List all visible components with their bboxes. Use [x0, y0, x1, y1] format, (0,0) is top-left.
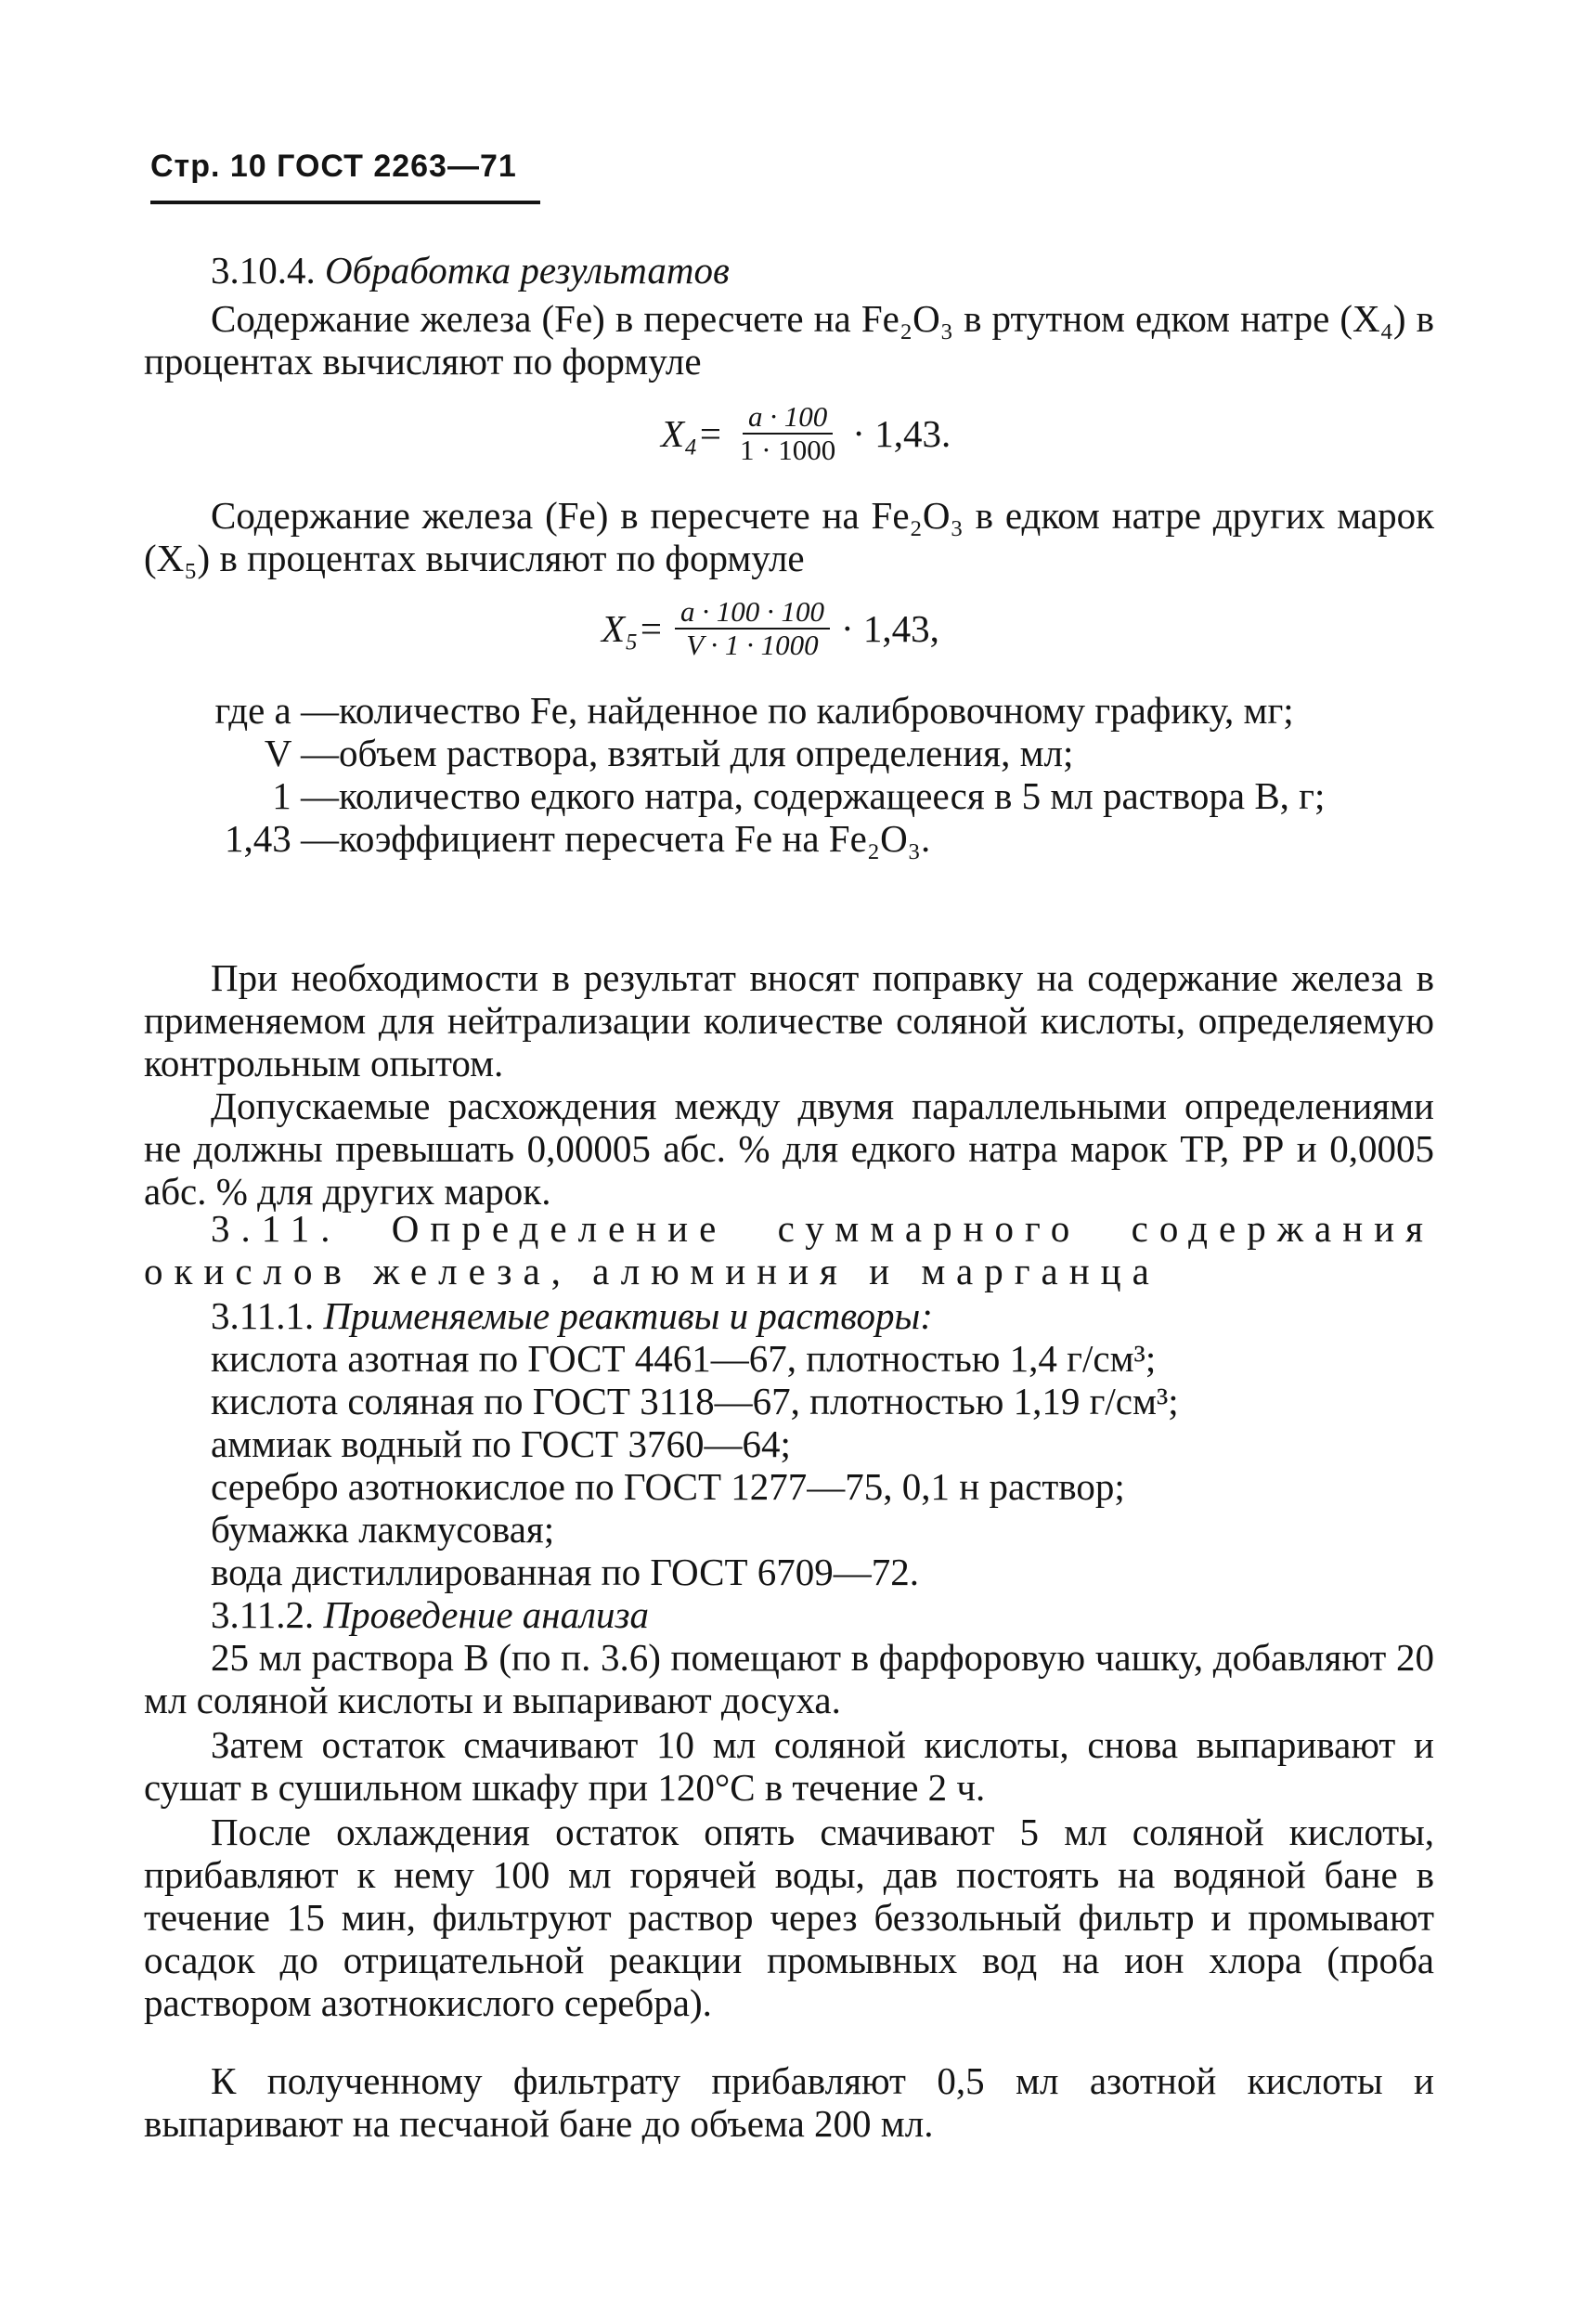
- definition-term: где a —: [214, 689, 339, 732]
- paragraph-procedure-1: 25 мл раствора B (по п. 3.6) помещают в фарфоровую чашку, добавляют 20 мл соляной кислоты и выпаривают досуха.: [144, 1636, 1434, 1721]
- formula-x4: [661, 401, 951, 466]
- reagent-item: аммиак водный по ГОСТ 3760—64;: [211, 1422, 791, 1465]
- definition-item: [144, 732, 1434, 774]
- paragraph-correction: При необходимости в результат вносят поправку на содержание железа в применяемом для нейтрализации количестве соляной кислоты, определяемую контрольным опытом.: [144, 956, 1434, 1084]
- reagent-item: кислота соляная по ГОСТ 3118—67, плотностью 1,19 г/см³;: [211, 1380, 1179, 1422]
- formula-numerator: a · 100 · 100: [675, 596, 830, 630]
- formula-tail: · 1,43.: [852, 411, 951, 455]
- formula-lhs: X₄=: [661, 411, 723, 455]
- definition-text: объем раствора, взятый для определения, мл;: [339, 732, 1074, 774]
- formula-fraction: [675, 596, 830, 661]
- formula-x5: [602, 596, 939, 661]
- heading-title: Обработка результатов: [325, 249, 730, 292]
- heading-number: 3.11.2.: [211, 1593, 315, 1636]
- reagent-list: [144, 1337, 1434, 1593]
- definition-term: 1,43 —: [225, 817, 339, 860]
- definition-text: количество Fe, найденное по калибровочному графику, мг;: [339, 689, 1294, 732]
- variable-definitions: [144, 689, 1434, 860]
- definition-text: коэффициент пересчета Fe на Fe₂O₃.: [339, 817, 931, 860]
- heading-number: 3.11.1.: [211, 1294, 315, 1337]
- paragraph-procedure-4: К полученному фильтрату прибавляют 0,5 мл азотной кислоты и выпаривают на песчаной бане до объема 200 мл.: [144, 2059, 1434, 2145]
- definition-text: количество едкого натра, содержащееся в 5 мл раствора B, г;: [339, 774, 1326, 817]
- running-head: Стр. 10 ГОСТ 2263—71: [150, 149, 517, 184]
- reagent-item: вода дистиллированная по ГОСТ 6709—72.: [211, 1551, 920, 1593]
- formula-denominator: 1 · 1000: [739, 434, 836, 466]
- definition-term: V —: [264, 732, 339, 774]
- reagent-item: серебро азотнокислое по ГОСТ 1277—75, 0,1 н раствор;: [211, 1465, 1125, 1508]
- formula-denominator: V · 1 · 1000: [686, 629, 819, 661]
- section-3-10-4-heading: [144, 249, 1434, 292]
- formula-tail: · 1,43,: [840, 606, 939, 650]
- formula-numerator: a · 100: [743, 401, 833, 435]
- section-3-11-heading-line2: окислов железа, алюминия и марганца: [144, 1250, 1160, 1292]
- paragraph-tolerance: Допускаемые расхождения между двумя параллельными определениями не должны превышать 0,00005 абс. % для едкого натра марок ТР, РР и 0,0005 абс. % для других марок.: [144, 1084, 1434, 1213]
- heading-title: Применяемые реактивы и растворы:: [323, 1294, 933, 1337]
- definition-term: 1 —: [272, 774, 339, 817]
- paragraph-x4-intro: Содержание железа (Fe) в пересчете на Fe₂O₃ в ртутном едком натре (X₄) в процентах вычисляют по формуле: [144, 297, 1434, 383]
- paragraph-procedure-3: После охлаждения остаток опять смачивают 5 мл соляной кислоты, прибавляют к нему 100 мл горячей воды, дав постоять на водяной бане в течение 15 мин, фильтруют раствор через беззольный фильтр и промывают осадок до отрицательной реакции промывных вод на ион хлора (проба раствором азотнокислого серебра).: [144, 1811, 1434, 2024]
- section-3-11-1-heading: [144, 1294, 1434, 1337]
- definition-item: [144, 774, 1434, 817]
- formula-fraction: [734, 401, 841, 466]
- section-3-11-2-heading: [144, 1593, 1434, 1636]
- paragraph-procedure-2: Затем остаток смачивают 10 мл соляной кислоты, снова выпаривают и сушат в сушильном шкафу при 120°С в течение 2 ч.: [144, 1723, 1434, 1809]
- reagent-item: бумажка лакмусовая;: [211, 1508, 555, 1551]
- definition-item: [144, 817, 1434, 860]
- paragraph-x5-intro: Содержание железа (Fe) в пересчете на Fe₂O₃ в едком натре других марок (X₅) в процентах вычисляют по формуле: [144, 494, 1434, 579]
- heading-title: Проведение анализа: [323, 1593, 650, 1636]
- section-3-11-heading-line1: 3.11. Определение суммарного содержания: [211, 1207, 1434, 1250]
- header-rule: [150, 201, 540, 204]
- formula-lhs: X₅=: [602, 606, 664, 650]
- reagent-item: кислота азотная по ГОСТ 4461—67, плотностью 1,4 г/см³;: [211, 1337, 1157, 1380]
- definition-item: [144, 689, 1434, 732]
- heading-number: 3.10.4.: [211, 249, 316, 292]
